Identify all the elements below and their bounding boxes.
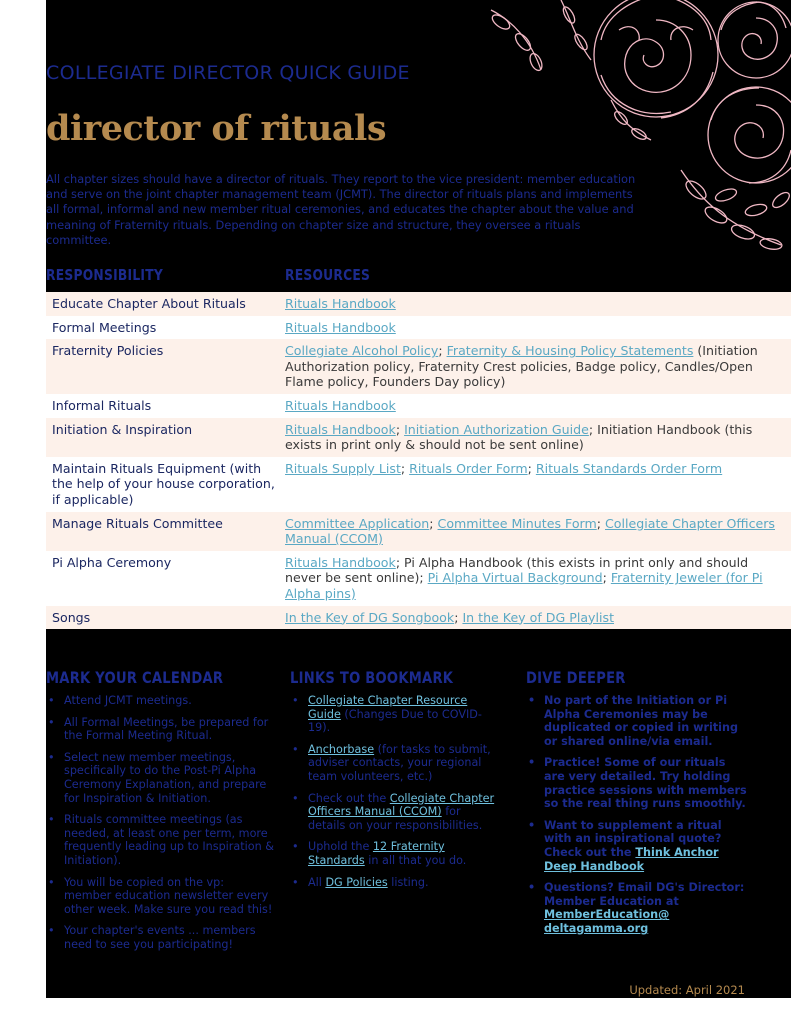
calendar-item [46, 876, 274, 917]
resource-text: ; [400, 460, 410, 476]
responsibility-cell: Fraternity Policies [52, 343, 164, 359]
bookmark-item-text: listing. [387, 875, 429, 889]
table-row [46, 606, 791, 630]
resource-link[interactable]: Rituals Supply List [285, 460, 401, 476]
resource-text: ; [454, 609, 463, 625]
responsibility-table [46, 292, 791, 629]
bookmark-item [290, 840, 498, 867]
resources-heading: RESOURCES [285, 266, 371, 284]
responsibility-cell: Informal Rituals [52, 397, 152, 413]
bookmark-item [290, 743, 498, 784]
resource-link[interactable]: In the Key of DG Playlist [462, 609, 615, 625]
resource-link[interactable]: Rituals Order Form [409, 460, 528, 476]
resources-cell [285, 398, 791, 414]
bookmark-item [290, 876, 498, 890]
resource-link[interactable]: Pi Alpha Virtual Background [427, 570, 603, 586]
deeper-heading: DIVE DEEPER [526, 668, 626, 687]
responsibility-cell: Initiation & Inspiration [52, 421, 193, 437]
resource-text: ; [429, 515, 438, 531]
resource-link[interactable]: Collegiate Chapter Officers Manual (CCOM) [285, 515, 775, 547]
resources-cell [285, 422, 791, 453]
resource-link[interactable]: In the Key of DG Songbook [285, 609, 455, 625]
table-row [46, 292, 791, 316]
responsibility-cell: Formal Meetings [52, 319, 157, 335]
resource-text: ; Initiation Handbook (this exists in print only & should not be sent online) [285, 421, 753, 453]
resources-cell [285, 296, 791, 312]
bookmark-item [290, 694, 498, 735]
resources-cell [285, 610, 791, 626]
resource-link[interactable]: Committee Application [285, 515, 430, 531]
responsibility-cell: Songs [52, 609, 91, 625]
responsibility-cell: Pi Alpha Ceremony [52, 554, 172, 570]
table-row [46, 394, 791, 418]
deeper-item [526, 756, 748, 810]
links-list [290, 694, 498, 897]
resource-text: ; [527, 460, 536, 476]
deeper-item-text: Questions? Email DG's Director: Member Education at [544, 881, 745, 908]
responsibility-heading: RESPONSIBILITY [46, 266, 164, 284]
bookmark-item [290, 792, 498, 833]
calendar-item [46, 694, 274, 708]
deeper-item-link[interactable]: Think Anchor Deep Handbook [544, 845, 719, 873]
resource-link[interactable]: Initiation Authorization Guide [404, 421, 589, 437]
calendar-item [46, 924, 274, 951]
resources-cell [285, 461, 791, 508]
resource-link[interactable]: Rituals Standards Order Form [535, 460, 723, 476]
deeper-item-text: Want to supplement a ritual with an inspirational quote? Check out the [544, 818, 722, 859]
resource-link[interactable]: Rituals Handbook [285, 397, 396, 413]
bookmark-item-link[interactable]: Anchorbase [308, 742, 375, 756]
calendar-item [46, 716, 274, 743]
calendar-item [46, 751, 274, 805]
table-row [46, 512, 791, 551]
calendar-item-text: Attend JCMT meetings. [64, 694, 192, 707]
deeper-item [526, 819, 748, 873]
resource-text: ; Pi Alpha Handbook (this exists in print only and should never be sent online); [285, 554, 749, 586]
guide-eyebrow: COLLEGIATE DIRECTOR QUICK GUIDE [46, 62, 410, 84]
bookmark-item-link[interactable]: DG Policies [325, 875, 388, 889]
resource-link[interactable]: Rituals Handbook [285, 421, 396, 437]
updated-date: Updated: April 2021 [629, 983, 745, 997]
calendar-item-text: Rituals committee meetings (as needed, at least one per term, more frequently leading up to Inspiration & Initiation). [64, 813, 274, 867]
calendar-item-text: Select new member meetings, specifically to do the Post-Pi Alpha Ceremony Explanation, and prepare for Inspiration & Initiation. [64, 750, 267, 805]
bookmark-item-text: Check out the [308, 791, 390, 805]
bookmark-item-text: (for tasks to submit, adviser contacts, your regional team volunteers, etc.) [308, 742, 491, 783]
calendar-heading: MARK YOUR CALENDAR [46, 668, 224, 687]
resources-cell [285, 516, 791, 547]
table-row [46, 339, 791, 394]
page [46, 0, 791, 998]
deeper-item-text: No part of the Initiation or Pi Alpha Ceremonies may be duplicated or copied in writing or shared online/via email. [544, 694, 738, 748]
rose-large [594, 0, 718, 118]
responsibility-cell: Maintain Rituals Equipment (with the help of your house corporation, if applicable) [52, 460, 275, 507]
bookmark-item-link[interactable]: Collegiate Chapter Officers Manual (CCOM) [308, 791, 495, 819]
intro-paragraph: All chapter sizes should have a director of rituals. They report to the vice president: member education and serve on the joint chapter management team (JCMT). The director of rituals plans and implements all formal, informal and new member ritual ceremonies, and educates the chapter about the value and meaning of Fraternity rituals. Depending on chapter size and structure, they oversee a rituals committee. [46, 172, 636, 247]
calendar-item-text: You will be copied on the vp: member education newsletter every other week. Make sure you read this! [64, 875, 273, 916]
responsibility-cell: Educate Chapter About Rituals [52, 296, 246, 311]
bookmark-item-text: Uphold the [308, 840, 373, 854]
table-row [46, 551, 791, 606]
bookmark-item-link[interactable]: Collegiate Chapter Resource Guide [308, 694, 468, 721]
deeper-item [526, 694, 748, 748]
resource-text: ; [602, 570, 611, 586]
resource-link[interactable]: Fraternity & Housing Policy Statements [446, 343, 694, 359]
resource-text: ; [438, 343, 447, 359]
responsibility-cell: Manage Rituals Committee [52, 515, 223, 531]
resources-cell [285, 343, 791, 390]
resource-text: ; [395, 421, 405, 437]
bookmark-item-text: All [308, 875, 326, 889]
table-row [46, 418, 791, 457]
resource-text: (Initiation Authorization policy, Fraternity Crest policies, Badge policy, Candles/Open Flame policy, Founders Day policy) [285, 343, 758, 390]
resource-link[interactable]: Collegiate Alcohol Policy [285, 343, 439, 359]
calendar-item-text: Your chapter's events ... members need to see you participating! [64, 924, 256, 951]
bookmark-item-text: (Changes Due to COVID-19). [308, 707, 482, 735]
deeper-item-link[interactable]: MemberEducation@ deltagamma.org [544, 908, 670, 935]
table-row [46, 457, 791, 512]
calendar-item [46, 813, 274, 867]
deeper-list [526, 694, 748, 944]
bookmark-item-text: for details on your responsibilities. [308, 805, 483, 832]
resource-link[interactable]: Rituals Handbook [285, 319, 396, 335]
rose-small [718, 2, 791, 78]
resources-cell [285, 555, 791, 602]
table-row [46, 316, 791, 340]
rose-right [708, 87, 791, 183]
resource-link[interactable]: Rituals Handbook [285, 296, 396, 311]
deeper-item [526, 881, 748, 935]
resource-link[interactable]: Rituals Handbook [285, 554, 396, 570]
bookmark-item-link[interactable]: 12 Fraternity Standards [308, 840, 445, 867]
calendar-list [46, 694, 274, 960]
links-heading: LINKS TO BOOKMARK [290, 668, 454, 687]
deeper-item-text: Practice! Some of our rituals are very detailed. Try holding practice sessions with members so the real thing runs smoothly. [544, 756, 747, 811]
calendar-item-text: All Formal Meetings, be prepared for the Formal Meeting Ritual. [64, 715, 269, 743]
page-title: director of rituals [46, 108, 387, 149]
resources-cell [285, 320, 791, 336]
resource-link[interactable]: Committee Minutes Form [437, 515, 597, 531]
bookmark-item-text: in all that you do. [364, 853, 467, 867]
resource-text: ; [596, 515, 605, 531]
resource-link[interactable]: Fraternity Jeweler (for Pi Alpha pins) [285, 570, 763, 601]
